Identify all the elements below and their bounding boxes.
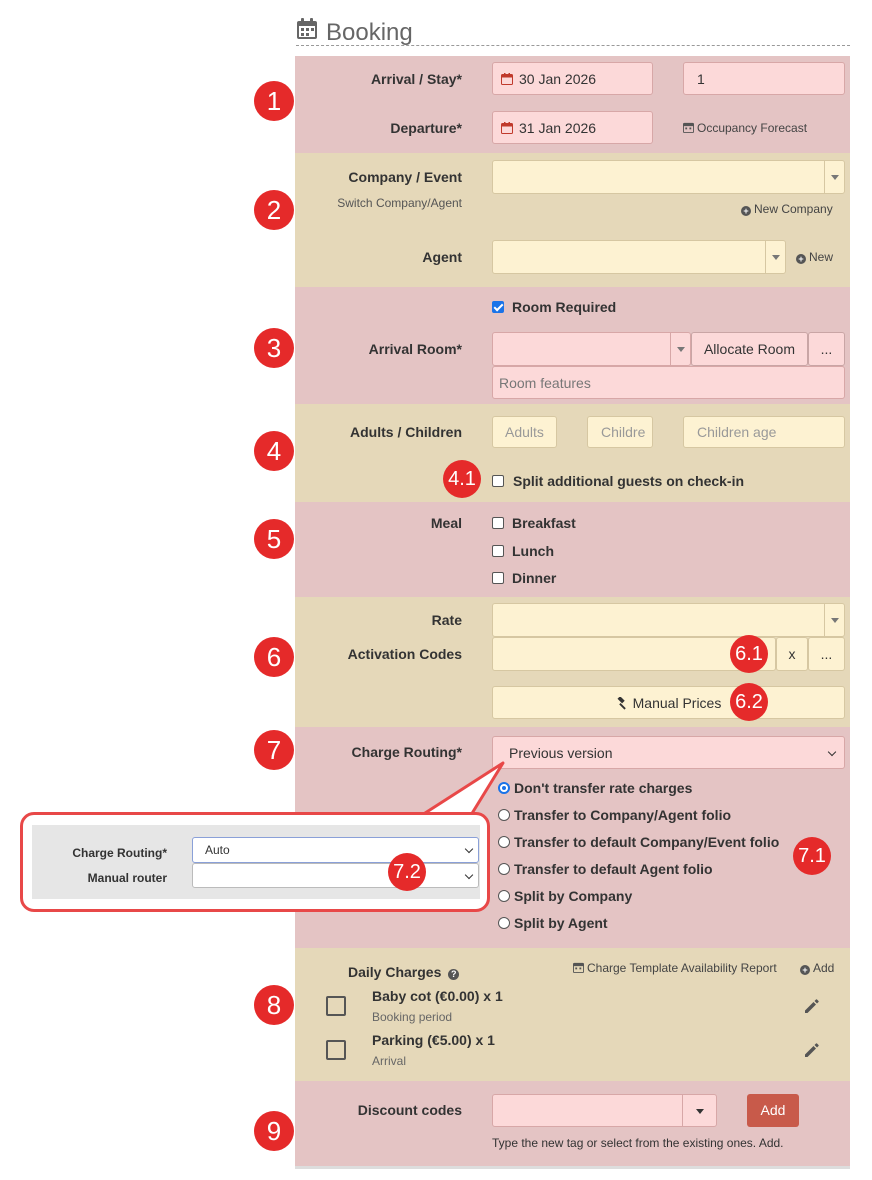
switch-company-link[interactable]: Switch Company/Agent [337, 196, 462, 210]
callout-manual-router-label: Manual router [87, 871, 167, 885]
daily-charge-period: Booking period [372, 1010, 453, 1024]
annotation-badge: 4.1 [443, 460, 481, 498]
breakfast-label: Breakfast [512, 515, 576, 531]
daily-charge-name: Parking (€5.00) x 1 [372, 1032, 495, 1048]
callout-charge-routing-value: Auto [205, 843, 230, 857]
plus-circle-icon: + [741, 206, 751, 216]
radio-transfer-company-agent-label: Transfer to Company/Agent folio [514, 807, 732, 823]
arrival-room-label: Arrival Room* [368, 341, 462, 357]
callout-manual-router-select[interactable] [192, 863, 479, 888]
discount-hint: Type the new tag or select from the existing ones. Add. [492, 1136, 784, 1150]
annotation-badge: 8 [254, 985, 294, 1025]
arrival-date-value: 30 Jan 2026 [519, 70, 597, 87]
departure-date-value: 31 Jan 2026 [519, 119, 597, 136]
adults-children-label: Adults / Children [350, 424, 462, 440]
plus-circle-icon: + [796, 254, 806, 264]
annotation-badge: 6.1 [730, 635, 768, 673]
page-title: Booking [326, 19, 413, 46]
clear-codes-label: x [788, 646, 796, 662]
discount-codes-label: Discount codes [357, 1102, 462, 1118]
add-daily-charge-label: Add [813, 961, 835, 975]
annotation-badge: 9 [254, 1111, 294, 1151]
daily-charges-title: Daily Charges [348, 964, 442, 980]
arrival-stay-label: Arrival / Stay* [370, 71, 462, 87]
manual-prices-label: Manual Prices [632, 694, 722, 711]
charge-routing-value: Previous version [509, 744, 613, 761]
help-icon[interactable]: ? [448, 969, 459, 980]
codes-more-label: ... [820, 646, 833, 662]
new-company-label: New Company [754, 202, 833, 216]
stay-value: 1 [697, 70, 705, 87]
adults-placeholder: Adults [505, 424, 544, 440]
annotation-badge: 3 [254, 328, 294, 368]
annotation-badge: 6.2 [730, 683, 768, 721]
annotation-badge: 7.2 [388, 853, 426, 891]
plus-circle-icon: + [800, 965, 810, 975]
company-event-label: Company / Event [348, 169, 462, 185]
annotation-badge: 7.1 [793, 837, 831, 875]
radio-split-agent-label: Split by Agent [514, 915, 608, 931]
chevron-down-icon [465, 870, 473, 878]
daily-charge-name: Baby cot (€0.00) x 1 [372, 988, 503, 1004]
radio-transfer-default-company-label: Transfer to default Company/Event folio [514, 834, 780, 850]
room-features-placeholder: Room features [499, 374, 591, 391]
add-discount-label: Add [760, 1102, 786, 1118]
callout-charge-routing-label: Charge Routing* [72, 846, 167, 860]
annotation-badge: 4 [254, 431, 294, 471]
children-age-placeholder: Children age [697, 424, 777, 440]
radio-transfer-default-agent-label: Transfer to default Agent folio [514, 861, 713, 877]
activation-codes-label: Activation Codes [347, 646, 462, 662]
chevron-down-icon [465, 845, 473, 853]
lunch-label: Lunch [512, 543, 554, 559]
departure-label: Departure* [390, 120, 462, 136]
annotation-badge: 5 [254, 519, 294, 559]
radio-dont-transfer-label: Don't transfer rate charges [514, 780, 693, 796]
charge-routing-label: Charge Routing* [351, 744, 462, 760]
children-placeholder: Childre [601, 424, 646, 440]
charge-template-report-label: Charge Template Availability Report [587, 961, 777, 975]
room-more-label: ... [820, 341, 833, 357]
daily-charge-period: Arrival [372, 1054, 407, 1068]
annotation-badge: 7 [254, 730, 294, 770]
annotation-badge: 6 [254, 637, 294, 677]
room-required-label: Room Required [512, 299, 617, 315]
callout-charge-routing-select[interactable] [192, 837, 479, 863]
new-agent-label: New [809, 250, 834, 264]
allocate-room-label: Allocate Room [703, 341, 796, 357]
split-guests-label: Split additional guests on check-in [513, 473, 745, 489]
annotation-badge: 1 [254, 81, 294, 121]
agent-label: Agent [422, 249, 462, 265]
meal-label: Meal [430, 515, 462, 531]
dinner-label: Dinner [512, 570, 557, 586]
occupancy-forecast-label: Occupancy Forecast [697, 121, 808, 135]
rate-label: Rate [431, 612, 462, 628]
radio-split-company-label: Split by Company [514, 888, 633, 904]
annotation-badge: 2 [254, 190, 294, 230]
